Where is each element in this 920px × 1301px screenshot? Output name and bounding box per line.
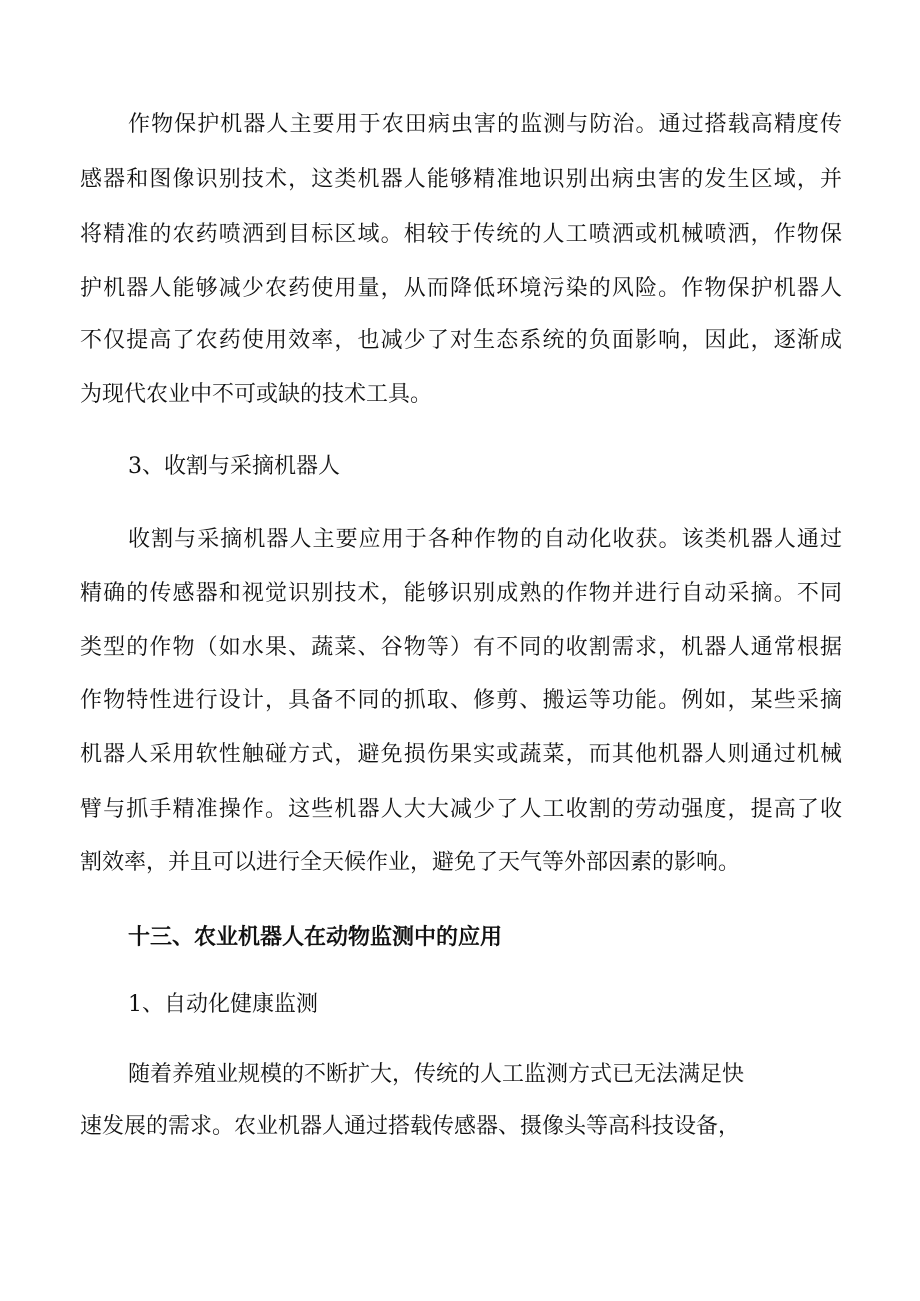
text-line: 将精准的农药喷洒到目标区域。相较于传统的人工喷洒或机械喷洒，作物保 [80,222,842,247]
text-line: 随着养殖业规模的不断扩大，传统的人工监测方式已无法满足快 [128,1062,745,1087]
text-line: 为现代农业中不可或缺的技术工具。 [80,382,433,407]
section-heading-animal-monitoring: 十三、农业机器人在动物监测中的应用 [128,924,503,950]
subheading-health-monitoring: 1、自动化健康监测 [128,992,318,1017]
text-line: 感器和图像识别技术，这类机器人能够精准地识别出病虫害的发生区域，并 [80,167,842,192]
text-line: 速发展的需求。农业机器人通过搭载传感器、摄像头等高科技设备， [80,1114,741,1139]
text-line: 精确的传感器和视觉识别技术，能够识别成熟的作物并进行自动采摘。不同 [80,581,842,606]
text-line: 作物保护机器人主要用于农田病虫害的监测与防治。通过搭载高精度传 [128,112,842,137]
text-line: 不仅提高了农药使用效率，也减少了对生态系统的负面影响，因此，逐渐成 [80,328,842,353]
subheading-harvest-robots: 3、收割与采摘机器人 [128,454,340,479]
text-line: 护机器人能够减少农药使用量，从而降低环境污染的风险。作物保护机器人 [80,276,842,301]
text-line: 收割与采摘机器人主要应用于各种作物的自动化收获。该类机器人通过 [128,527,842,552]
text-line: 类型的作物（如水果、蔬菜、谷物等）有不同的收割需求，机器人通常根据 [80,635,842,660]
text-line: 臂与抓手精准操作。这些机器人大大减少了人工收割的劳动强度，提高了收 [80,797,842,822]
text-line: 机器人采用软性触碰方式，避免损伤果实或蔬菜，而其他机器人则通过机械 [80,742,842,767]
text-line: 作物特性进行设计，具备不同的抓取、修剪、搬运等功能。例如，某些采摘 [80,688,842,713]
text-line: 割效率，并且可以进行全天候作业，避免了天气等外部因素的影响。 [80,850,741,875]
